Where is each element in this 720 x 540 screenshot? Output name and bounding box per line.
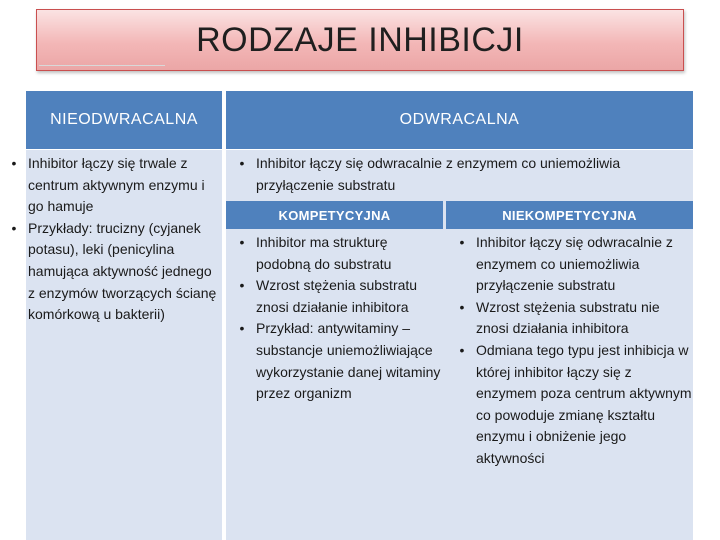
bullet-icon: •: [459, 298, 465, 315]
bullet-text: Przykłady: trucizny (cyjanek potasu), leki (penicylina hamująca aktywność jednego z enzymów tworzących ścianę komórkową u bakterii): [28, 219, 217, 323]
list-item: [230, 275, 442, 318]
bullet-icon: •: [239, 155, 245, 171]
bullet-text: Inhibitor łączy się odwracalnie z enzymem co uniemożliwia przyłączenie substratu: [256, 155, 621, 193]
list-item: [2, 153, 218, 218]
subheader-niekompetycyjna-label: NIEKOMPETYCYJNA: [502, 207, 637, 223]
list-item: [230, 153, 690, 196]
bullet-icon: •: [11, 219, 17, 236]
slide-title: RODZAJE INHIBICJI: [196, 20, 524, 59]
bullet-text: Wzrost stężenia substratu znosi działanie inhibitora: [256, 277, 418, 315]
list-kompetycyjna: [230, 232, 442, 405]
bullet-icon: •: [239, 320, 245, 337]
title-accent-line: [39, 65, 165, 66]
list-odwracalna: [230, 153, 690, 196]
subheader-niekompetycyjna: [446, 201, 693, 229]
header-odwracalna: [226, 91, 693, 149]
bullet-icon: •: [11, 155, 17, 171]
bullet-icon: •: [239, 277, 245, 294]
header-odwracalna-label: ODWRACALNA: [399, 111, 520, 128]
bullet-text: Przykład: antywitaminy – substancje uniemożliwiające wykorzystanie danej witaminy przez organizm: [256, 320, 441, 402]
header-nieodwracalna: [26, 91, 222, 149]
list-item: [450, 232, 692, 297]
bullet-icon: •: [239, 234, 245, 250]
list-niekompetycyjna: [450, 232, 692, 470]
list-item: [450, 340, 692, 470]
header-nieodwracalna-label: NIEODWRACALNA: [50, 111, 198, 128]
bullet-text: Inhibitor łączy się odwracalnie z enzymem co uniemożliwia przyłączenie substratu: [476, 234, 673, 294]
list-item: [230, 232, 442, 275]
bullet-text: Odmiana tego typu jest inhibicja w której inhibitor łączy się z enzymem poza centrum aktywnym co powoduje zmianę kształtu enzymu i obniżenie jego aktywności: [476, 341, 692, 466]
list-nieodwracalna: [2, 153, 218, 326]
list-item: [450, 297, 692, 340]
bullet-text: Wzrost stężenia substratu nie znosi działania inhibitora: [476, 298, 660, 337]
subheader-kompetycyjna: [226, 201, 443, 229]
list-item: [230, 318, 442, 404]
bullet-icon: •: [459, 341, 465, 358]
bullet-text: Inhibitor ma strukturę podobną do substratu: [256, 234, 392, 272]
subheader-kompetycyjna-label: KOMPETYCYJNA: [278, 207, 391, 223]
bullet-text: Inhibitor łączy się trwale z centrum aktywnym enzymu i go hamuje: [28, 155, 205, 215]
bullet-icon: •: [459, 234, 465, 250]
list-item: [2, 218, 218, 326]
slide-title-box: [36, 9, 684, 71]
